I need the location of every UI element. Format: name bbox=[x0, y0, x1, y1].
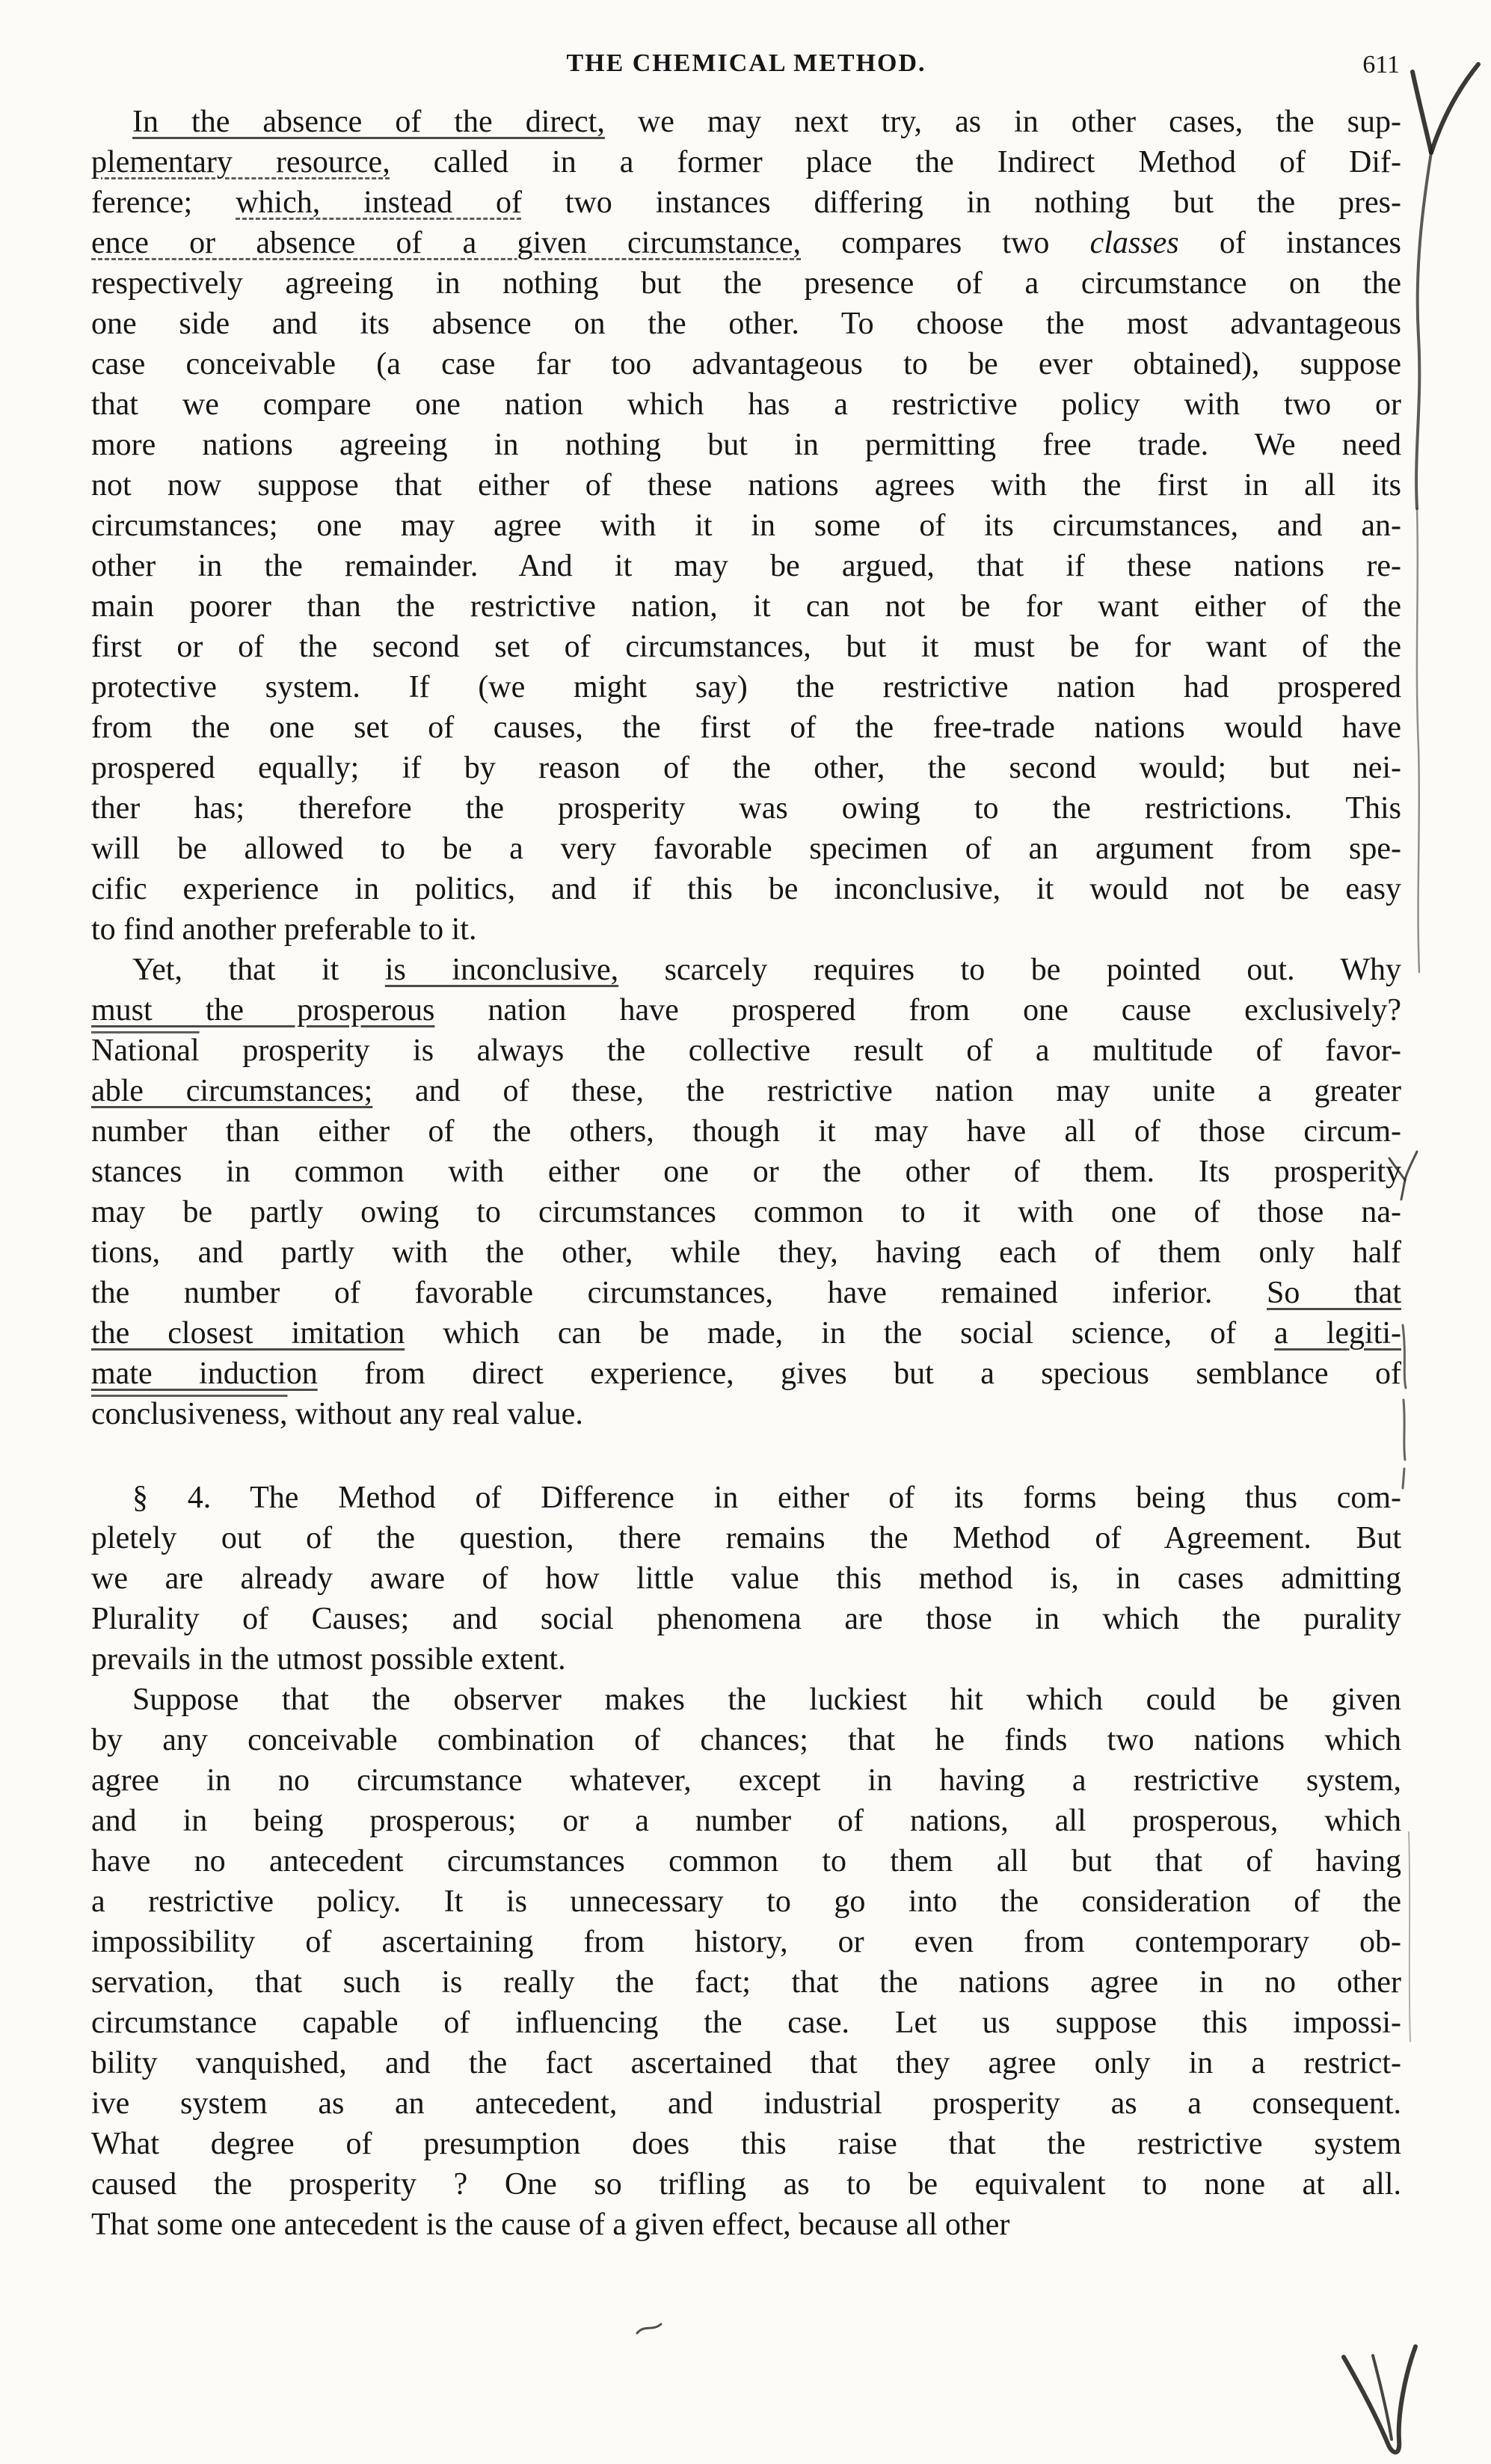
text-segment: Suppose that the observer makes the luckiest hit which could be given bbox=[132, 1683, 1401, 1717]
text-segment: agree in no circumstance whatever, except in having a restrictive system, bbox=[91, 1763, 1401, 1798]
pen-underlined-text: the closest imitation bbox=[91, 1316, 405, 1351]
text-line bbox=[91, 586, 1401, 627]
text-line bbox=[91, 627, 1401, 667]
text-line bbox=[91, 1394, 1401, 1434]
text-segment: prevails in the utmost possible extent. bbox=[91, 1642, 566, 1677]
pen-margin-line-right bbox=[1416, 153, 1431, 972]
text-line bbox=[91, 1518, 1401, 1558]
text-line bbox=[91, 1680, 1401, 1720]
text-line bbox=[91, 1273, 1401, 1313]
text-segment: Plurality of Causes; and social phenomena are those in which the purality bbox=[91, 1602, 1401, 1636]
text-segment: compares two bbox=[801, 226, 1090, 260]
text-line bbox=[91, 2003, 1401, 2043]
text-line bbox=[91, 263, 1401, 304]
text-line bbox=[91, 1841, 1401, 1881]
text-line bbox=[91, 748, 1401, 788]
text-line bbox=[91, 829, 1401, 869]
text-line bbox=[91, 667, 1401, 707]
text-segment: cific experience in politics, and if this be inconclusive, it would not be easy bbox=[91, 872, 1401, 906]
pen-margin-ticks-right bbox=[1403, 1325, 1406, 1488]
text-segment: prospered equally; if by reason of the other, the second would; but nei- bbox=[91, 751, 1401, 785]
text-segment: one side and its absence on the other. To choose the most advantageous bbox=[91, 307, 1401, 341]
text-line bbox=[91, 2205, 1401, 2245]
text-segment: stances in common with either one or the other of them. Its prosperity bbox=[91, 1155, 1401, 1189]
text-line bbox=[91, 1922, 1401, 1962]
text-segment: the number of favorable circumstances, have remained inferior. bbox=[91, 1276, 1267, 1310]
text-segment: a restrictive policy. It is unnecessary to go into the consideration of the bbox=[91, 1884, 1401, 1919]
text-line bbox=[91, 1192, 1401, 1232]
text-segment: What degree of presumption does this raise that the restrictive system bbox=[91, 2127, 1401, 2161]
text-line bbox=[91, 1760, 1401, 1801]
text-segment: main poorer than the restrictive nation, it can not be for want either of the bbox=[91, 589, 1401, 624]
text-segment: have no antecedent circumstances common to them all but that of having bbox=[91, 1844, 1401, 1878]
text-line bbox=[91, 1599, 1401, 1639]
text-line bbox=[91, 142, 1401, 182]
pen-underlined-text: plementary resource, bbox=[91, 145, 390, 179]
text-segment: will be allowed to be a very favorable specimen of an argument from spe- bbox=[91, 832, 1401, 866]
text-segment: first or of the second set of circumstances, but it must be for want of the bbox=[91, 630, 1401, 664]
text-line bbox=[91, 102, 1401, 142]
text-segment: ference; bbox=[91, 185, 236, 220]
pen-underlined-text: In the absence of the direct, bbox=[132, 105, 605, 139]
pen-underlined-text: a legiti- bbox=[1274, 1316, 1402, 1351]
text-segment: § 4. The Method of Difference in either of its forms being thus com- bbox=[132, 1481, 1401, 1515]
paragraph bbox=[91, 1478, 1401, 1680]
text-line bbox=[91, 950, 1401, 990]
text-segment: servation, that such is really the fact; that the nations agree in no other bbox=[91, 1965, 1401, 2000]
text-line bbox=[91, 990, 1401, 1030]
text-segment: tions, and partly with the other, while they, having each of them only half bbox=[91, 1235, 1401, 1270]
text-line bbox=[91, 1232, 1401, 1273]
text-line bbox=[91, 506, 1401, 546]
text-segment: by any conceivable combination of chances; that he finds two nations which bbox=[91, 1723, 1401, 1757]
pen-underlined-text: mate induction bbox=[91, 1357, 318, 1391]
paragraph bbox=[91, 1680, 1401, 2245]
text-segment: caused the prosperity ? One so trifling as to be equivalent to none at all. bbox=[91, 2167, 1401, 2202]
text-segment: we are already aware of how little value this method is, in cases admitting bbox=[91, 1561, 1401, 1596]
text-segment: case conceivable (a case far too advantageous to be ever obtained), suppose bbox=[91, 347, 1401, 381]
text-segment: ther has; therefore the prosperity was owing to the restrictions. This bbox=[91, 791, 1401, 826]
text-segment: Yet, that it bbox=[132, 953, 385, 987]
page-number: 611 bbox=[1362, 51, 1400, 79]
text-segment: pletely out of the question, there remains the Method of Agreement. But bbox=[91, 1521, 1401, 1555]
text-segment: bility vanquished, and the fact ascertained that they agree only in a restrict- bbox=[91, 2046, 1401, 2080]
text-line bbox=[91, 344, 1401, 384]
text-segment: more nations agreeing in nothing but in permitting free trade. We need bbox=[91, 428, 1401, 462]
text-segment: may be partly owing to circumstances common to it with one of those na- bbox=[91, 1195, 1401, 1229]
text-line bbox=[91, 2043, 1401, 2083]
pen-mark-bottom-center bbox=[637, 2324, 661, 2333]
text-line bbox=[91, 1962, 1401, 2003]
text-segment: number than either of the others, though it may have all of those circum- bbox=[91, 1114, 1401, 1149]
pen-underlined-text: is inconclusive, bbox=[384, 953, 619, 987]
text-line bbox=[91, 788, 1401, 829]
text-segment: nation have prospered from one cause exclusively? bbox=[434, 993, 1402, 1027]
text-segment: not now suppose that either of these nations agrees with the first in all its bbox=[91, 468, 1401, 503]
text-line bbox=[91, 546, 1401, 586]
text-segment: respectively agreeing in nothing but the presence of a circumstance on the bbox=[91, 266, 1401, 301]
text-line bbox=[91, 1720, 1401, 1760]
text-line bbox=[91, 2164, 1401, 2205]
text-segment: That some one antecedent is the cause of a given effect, because all other bbox=[91, 2208, 1010, 2242]
book-page bbox=[91, 49, 1401, 2245]
text-line bbox=[91, 1071, 1401, 1111]
text-segment: circumstances; one may agree with it in some of its circumstances, and an- bbox=[91, 509, 1401, 543]
pen-overlined-text: National bbox=[91, 1033, 200, 1068]
page-header bbox=[91, 49, 1401, 102]
text-line bbox=[91, 465, 1401, 506]
italic-text: classes bbox=[1089, 226, 1179, 260]
paragraph bbox=[91, 950, 1401, 1434]
pen-flourish-bottom-right bbox=[1344, 2347, 1415, 2452]
pen-underlined-text: which, instead of bbox=[236, 185, 522, 220]
text-line bbox=[91, 909, 1401, 950]
section-gap bbox=[91, 1434, 1401, 1478]
text-line bbox=[91, 1639, 1401, 1680]
text-segment: we may next try, as in other cases, the sup- bbox=[604, 105, 1401, 139]
pen-underlined-text: able circumstances; bbox=[91, 1074, 373, 1108]
text-line bbox=[91, 1313, 1401, 1354]
text-line bbox=[91, 384, 1401, 425]
text-segment: impossibility of ascertaining from history, or even from contemporary ob- bbox=[91, 1925, 1401, 1959]
text-segment: other in the remainder. And it may be argued, that if these nations re- bbox=[91, 549, 1401, 583]
text-line bbox=[91, 707, 1401, 748]
text-segment: which can be made, in the social science, of bbox=[405, 1316, 1275, 1351]
pen-flourish-top-right bbox=[1412, 64, 1478, 153]
text-line bbox=[91, 1354, 1401, 1394]
text-segment: without any real value. bbox=[287, 1397, 583, 1431]
text-segment: and in being prosperous; or a number of nations, all prosperous, which bbox=[91, 1804, 1401, 1838]
text-segment: protective system. If (we might say) the restrictive nation had prospered bbox=[91, 670, 1401, 704]
text-line bbox=[91, 1881, 1401, 1922]
text-line bbox=[91, 2083, 1401, 2124]
text-line bbox=[91, 1558, 1401, 1599]
text-line bbox=[91, 304, 1401, 344]
text-line bbox=[91, 1801, 1401, 1841]
text-segment: scarcely requires to be pointed out. Why bbox=[618, 953, 1401, 987]
text-segment: ive system as an antecedent, and industrial prosperity as a consequent. bbox=[91, 2086, 1401, 2121]
page-body bbox=[91, 102, 1401, 2245]
text-segment: of instances bbox=[1178, 226, 1401, 260]
text-segment: circumstance capable of influencing the case. Let us suppose this impossi- bbox=[91, 2006, 1401, 2040]
text-segment: called in a former place the Indirect Method of Dif- bbox=[390, 145, 1401, 179]
text-line bbox=[91, 869, 1401, 909]
running-title: THE CHEMICAL METHOD. bbox=[566, 49, 926, 77]
text-line bbox=[91, 425, 1401, 465]
text-line bbox=[91, 182, 1401, 223]
pen-underlined-text: must the prosperous bbox=[91, 993, 435, 1027]
text-line bbox=[91, 1152, 1401, 1192]
text-segment: and of these, the restrictive nation may unite a greater bbox=[372, 1074, 1401, 1108]
text-line bbox=[91, 223, 1401, 263]
text-segment: from direct experience, gives but a specious semblance of bbox=[317, 1357, 1401, 1391]
pen-overlined-text: conclusiveness, bbox=[91, 1397, 288, 1431]
text-line bbox=[91, 1030, 1401, 1071]
paragraph bbox=[91, 102, 1401, 950]
text-segment: two instances differing in nothing but the pres- bbox=[521, 185, 1402, 220]
pen-underlined-text: ence or absence of a given circumstance, bbox=[91, 226, 802, 260]
pen-margin-line-lower-right bbox=[1409, 1832, 1410, 2041]
text-segment: from the one set of causes, the first of the free-trade nations would have bbox=[91, 710, 1401, 745]
text-segment: that we compare one nation which has a restrictive policy with two or bbox=[91, 387, 1401, 422]
pen-underlined-text: So that bbox=[1267, 1276, 1401, 1310]
text-segment: prosperity is always the collective result of a multitude of favor- bbox=[199, 1033, 1401, 1068]
text-line bbox=[91, 1111, 1401, 1152]
text-line bbox=[91, 1478, 1401, 1518]
text-line bbox=[91, 2124, 1401, 2164]
text-segment: to find another preferable to it. bbox=[91, 912, 477, 947]
